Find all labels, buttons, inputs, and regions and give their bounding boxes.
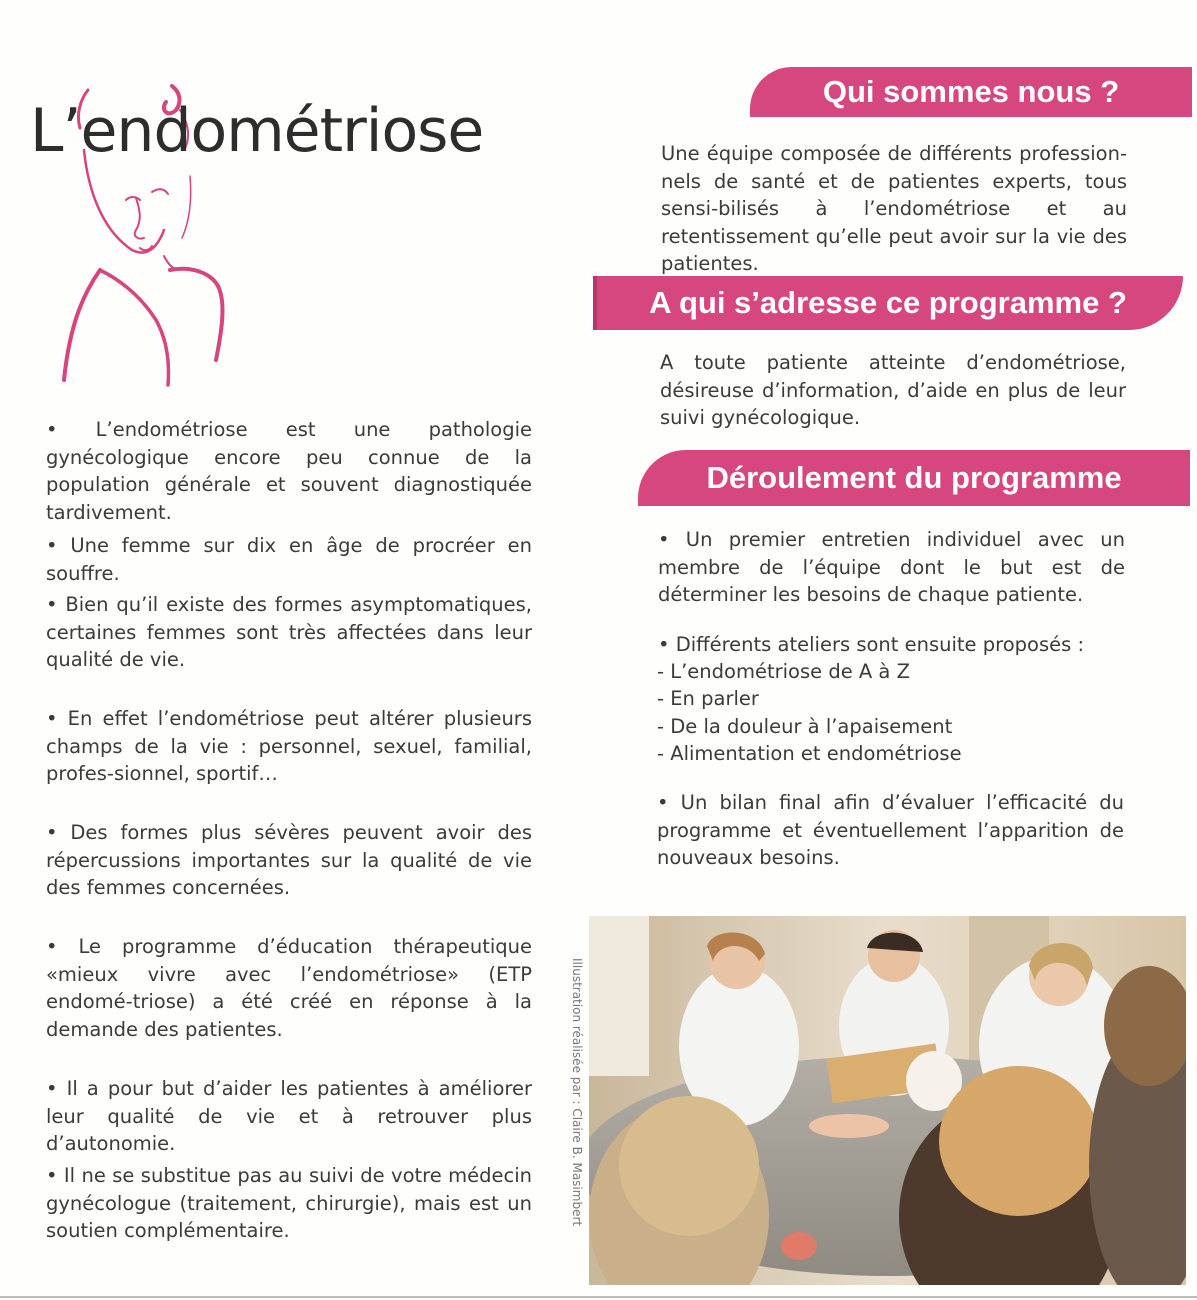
left-bullet-2: • Une femme sur dix en âge de procréer en souffre. — [46, 534, 532, 585]
section2-text: A toute patiente atteinte d’endométriose, désireuse d’information, d’aide en plus de leur suivi gynécologique. — [660, 351, 1126, 429]
workshop-item: - En parler — [657, 687, 759, 710]
workshop-item: - De la douleur à l’apaisement — [657, 715, 953, 738]
illustration-credit: Illustration réalisée par : Claire B. Masimbert — [570, 958, 584, 1227]
workshop-item: - Alimentation et endométriose — [657, 742, 962, 765]
group-workshop-photo — [589, 916, 1186, 1285]
left-bullet-8: • Il ne se substitue pas au suivi de votre médecin gynécologue (traitement, chirurgie), mais est un soutien complémentaire. — [46, 1164, 532, 1242]
heading-qui-sommes-nous: Qui sommes nous ? — [750, 67, 1192, 117]
left-bullet-1: • L’endométriose est une pathologie gynécologique encore peu connue de la population générale et souvent diagnostiquée tardivement. — [46, 418, 532, 524]
page-bottom-edge — [0, 1296, 1197, 1298]
page-title: L’endométriose — [30, 96, 484, 166]
left-bullet-4: • En effet l’endométriose peut altérer plusieurs champs de la vie : personnel, sexuel, familial, profes-sionnel, sportif… — [46, 707, 532, 785]
section3-bullet-1: • Un premier entretien individuel avec un membre de l’équipe dont le but est de déterminer les besoins de chaque patiente. — [658, 528, 1125, 606]
workshop-item: - L’endométriose de A à Z — [657, 660, 910, 683]
section3-bullet-2: • Différents ateliers sont ensuite proposés : — [658, 633, 1085, 656]
heading-deroulement: Déroulement du programme — [638, 450, 1190, 506]
left-bullet-6: • Le programme d’éducation thérapeutique «mieux vivre avec l’endométriose» (ETP endomé-triose) a été créé en réponse à la demande des patientes. — [46, 935, 532, 1041]
left-bullet-7: • Il a pour but d’aider les patientes à améliorer leur qualité de vie et à retrouver plus d’autonomie. — [46, 1077, 532, 1155]
heading-a-qui-sadresse: A qui s’adresse ce programme ? — [593, 276, 1183, 330]
section1-text: Une équipe composée de différents profession-nels de santé et de patientes experts, tous sensi-bilisés à l’endométriose et au retentissement qu’elle peut avoir sur la vie des patientes. — [661, 142, 1127, 275]
left-bullet-5: • Des formes plus sévères peuvent avoir des répercussions importantes sur la qualité de vie des femmes concernées. — [46, 821, 532, 899]
section3-bullet-3: • Un bilan final afin d’évaluer l’efficacité du programme et éventuellement l’apparition de nouveaux besoins. — [657, 791, 1124, 869]
left-bullet-3: • Bien qu’il existe des formes asymptomatiques, certaines femmes sont très affectées dans leur qualité de vie. — [46, 593, 532, 671]
